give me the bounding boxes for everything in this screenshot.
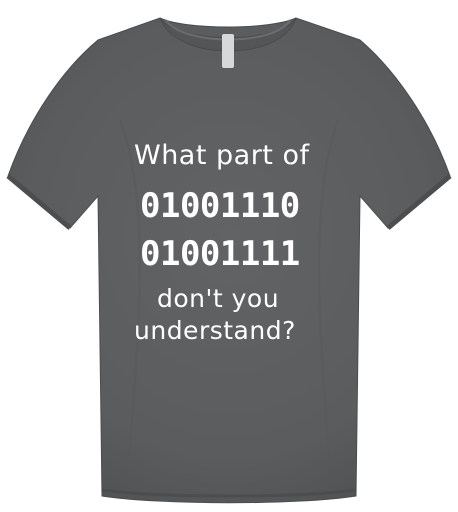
print-line-what-part-of: What part of (134, 140, 310, 171)
print-line-dont-you: don't you (157, 284, 280, 313)
print-line-understand: understand? (134, 316, 296, 345)
print-line-binary-1: 01001110 (140, 186, 300, 226)
print-line-binary-2: 01001111 (140, 234, 300, 274)
